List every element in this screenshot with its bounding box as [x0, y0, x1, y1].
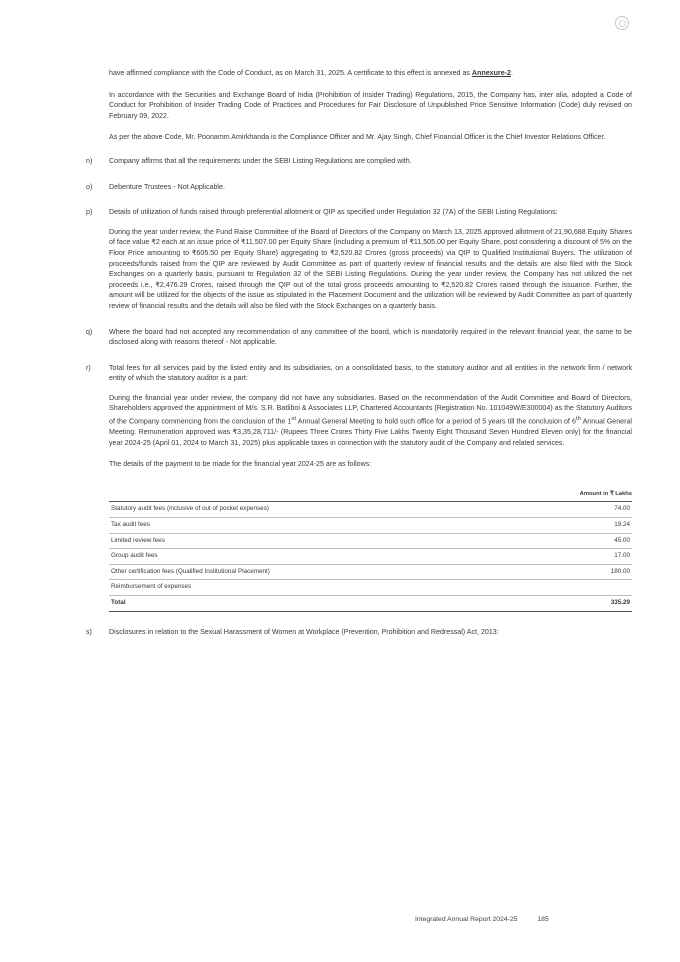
fee-label: Group audit fees — [109, 549, 475, 565]
list-item-q — [86, 327, 632, 348]
fee-amount: 17.00 — [475, 549, 632, 565]
fee-label: Other certification fees (Qualified Institutional Placement) — [109, 564, 475, 580]
page-number: 185 — [537, 916, 549, 923]
list-item-o — [86, 182, 632, 193]
fee-label: Statutory audit fees (inclusive of out of pocket expenses) — [109, 502, 475, 518]
compliance-officer-para: As per the above Code, Mr. Poonamm Amirkhanda is the Compliance Officer and Mr. Ajay Singh, Chief Financial Officer is the Chief Investor Relations Officer. — [109, 133, 606, 142]
list-item-text: Company affirms that all the requirements under the SEBI Listing Regulations are complied with. — [109, 156, 412, 165]
total-label: Total — [109, 595, 475, 611]
company-logo-icon — [615, 16, 629, 30]
amount-column-header: Amount in ₹ Lakhs — [475, 487, 632, 502]
list-item-n — [86, 156, 632, 167]
fee-label: Tax audit fees — [109, 517, 475, 533]
table-header-row — [109, 487, 632, 502]
list-marker: o) — [86, 182, 93, 191]
fee-amount: 45.00 — [475, 533, 632, 549]
table-row — [109, 517, 632, 533]
qip-utilization-para: During the year under review, the Fund Raise Committee of the Board of Directors of the Company on March 13, 2025 approved allotment of 21,90,688 Equity Shares of face value ₹2 each at an issue price of ₹11,507.00 per Equity Share (including a premium of ₹11,505.00 per Equity Share, post considering a discount of 5% on the Floor Price amounting to ₹605.50 per Equity Share) aggregating to ₹2,520.82 Crores (gross proceeds) via QIP to Qualified Institutional Buyers. The utilization of proceeds/funds raised from the QIP are reviewed by Audit Committee as part of quarterly review of financial results and the details are also filed with the Stock Exchanges on a quarterly basis, pursuant to Regulation 32 of the SEBI Listing Regulations. During the year under review, the Company has not utilized the net proceeds i.e., ₹2,476.29 Crores, raised through the QIP out of the total gross proceeds amounting to ₹2,520.82 Crores raised through the issuance. Further, the amount will be utilized for the objects of the issue as stipulated in the Placement Document and the utilization will be reviewed by Audit Committee as part of quarterly review of financial results and the details will also be filed with the Stock Exchanges on a quarterly basis. — [109, 227, 632, 310]
list-item-text: Details of utilization of funds raised through preferential allotment or QIP as specified under Regulation 32 (7A) of the SEBI Listing Regulations: — [109, 208, 558, 217]
list-marker: r) — [86, 363, 91, 372]
list-item-text: Where the board had not accepted any recommendation of any committee of the board, which is mandatorily required in the relevant financial year, the same to be disclosed along with reasons thereof - Not applicable. — [109, 327, 632, 347]
page-footer — [415, 915, 549, 926]
table-total-row — [109, 595, 632, 611]
list-marker: p) — [86, 208, 93, 217]
fee-amount: 74.00 — [475, 502, 632, 518]
page-content — [86, 68, 632, 637]
fee-label: Reimbursement of expenses — [109, 580, 475, 596]
list-marker: n) — [86, 156, 93, 165]
list-marker: q) — [86, 327, 93, 336]
auditor-fees-table — [109, 487, 632, 612]
report-name: Integrated Annual Report 2024-25 — [415, 916, 518, 923]
fee-amount: 180.00 — [475, 564, 632, 580]
table-row — [109, 564, 632, 580]
list-item-p — [86, 207, 632, 311]
auditor-remuneration-para: During the financial year under review, the company did not have any subsidiaries. Based on the recommendation of the Audit Committee and Board of Directors, Shareholders approved the appointment of M/s. S.R. Batliboi & Associates LLP, Chartered Accountants (Registration No. 101049W/E300004) as the Statutory Auditors of the Company commencing from the conclusion of the 1st Annual General Meeting to hold such office for a period of 5 years till the conclusion of 6th Annual General Meeting. Remuneration approved was ₹3,35,28,711/- (Rupees Three Crores Thirty Five Lakhs Twenty Eight Thousand Seven Hundred Eleven only) for the financial year 2024-25 (April 01, 2024 to March 31, 2025) plus applicable taxes in connection with the statutory audit of the Company and related services. — [109, 393, 632, 447]
table-row — [109, 549, 632, 565]
table-row — [109, 580, 632, 596]
list-item-text: Disclosures in relation to the Sexual Harassment of Women at Workplace (Prevention, Prohibition and Redressal) Act, 2013: — [109, 627, 499, 636]
list-item-text: Total fees for all services paid by the listed entity and its subsidiaries, on a consolidated basis, to the statutory auditor and all entities in the network firm / network entity of which the statutory auditor is a part: — [109, 363, 632, 383]
list-item-s — [86, 627, 632, 638]
list-item-r — [86, 363, 632, 470]
code-of-conduct-para: have affirmed compliance with the Code of Conduct, as on March 31, 2025. A certificate to this effect is annexed as Annexure-2. — [109, 69, 513, 77]
payment-intro-para: The details of the payment to be made for the financial year 2024-25 are as follows: — [109, 460, 372, 469]
fee-amount — [475, 580, 632, 596]
annexure-link[interactable]: Annexure-2 — [471, 69, 511, 77]
insider-trading-para: In accordance with the Securities and Exchange Board of India (Prohibition of Insider Trading) Regulations, 2015, the Company has, inter alia, adopted a Code of Conduct for Prohibition of Insider Trading Code of Practices and Procedures for Fair Disclosure of Unpublished Price Sensitive Information (Code) duly revised on February 09, 2022. — [109, 90, 632, 120]
fee-amount: 19.24 — [475, 517, 632, 533]
table-row — [109, 533, 632, 549]
table-row — [109, 502, 632, 518]
list-marker: s) — [86, 627, 92, 636]
list-item-text: Debenture Trustees - Not Applicable. — [109, 182, 225, 191]
fee-label: Limited review fees — [109, 533, 475, 549]
total-amount: 335.29 — [475, 595, 632, 611]
